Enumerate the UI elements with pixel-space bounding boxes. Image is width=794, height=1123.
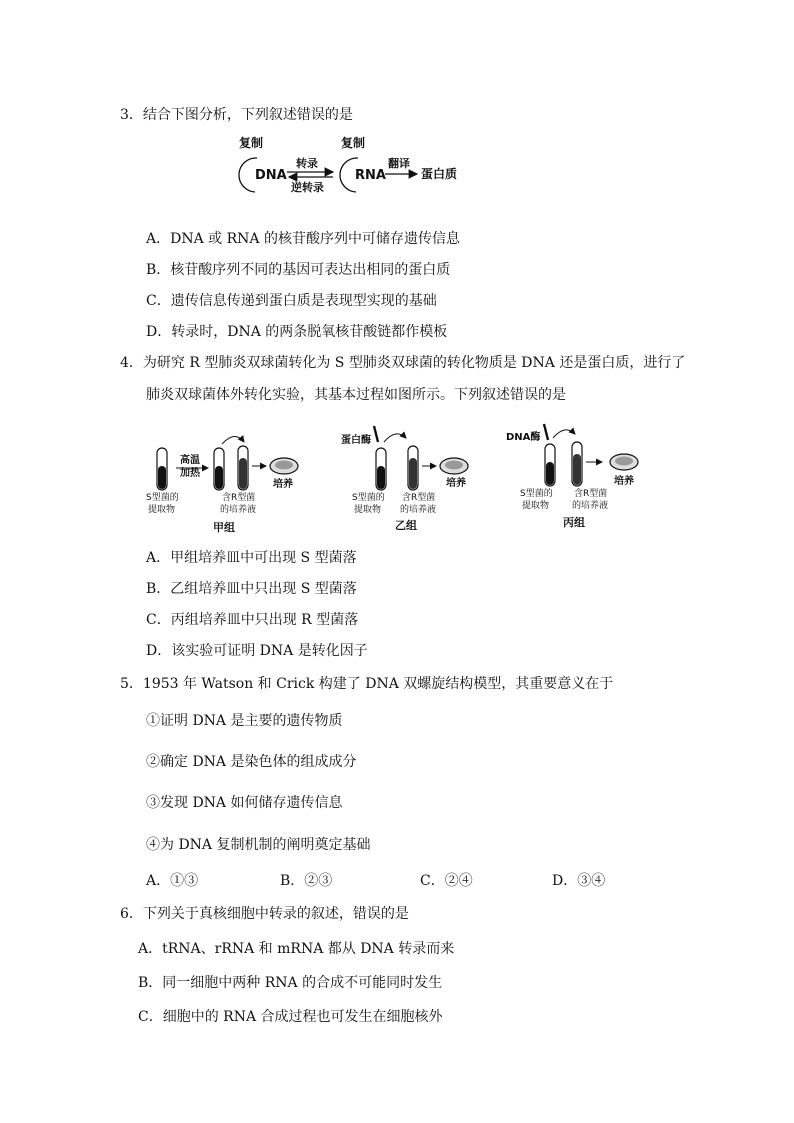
yi-culture-label: 培养	[446, 478, 466, 489]
jia-extract-label-1: S型菌的	[146, 493, 179, 503]
group-jia	[146, 436, 298, 534]
q6-option-a: A．tRNA、rRNA 和 mRNA 都从 DNA 转录而来	[138, 941, 455, 957]
q3-stem: 3．结合下图分析，下列叙述错误的是	[120, 107, 353, 123]
q5-choice-b: B．②③	[280, 873, 333, 889]
bing-dropper	[544, 424, 548, 440]
q5-choice-a: A．①③	[146, 873, 199, 889]
protein-node: 蛋白质	[421, 167, 458, 181]
group-yi	[341, 426, 468, 532]
q6-option-c: C．细胞中的 RNA 合成过程也可发生在细胞核外	[138, 1009, 443, 1025]
group-bing	[506, 424, 638, 529]
yi-enzyme-label: 蛋白酶	[341, 435, 371, 446]
q5-choice-d: D．③④	[552, 873, 606, 889]
bing-medium-label-1: 含R型菌	[574, 489, 608, 499]
q3-option-a: A．DNA 或 RNA 的核苷酸序列中可储存遗传信息	[146, 231, 460, 247]
q4-stem-line1: 4．为研究 R 型肺炎双球菌转化为 S 型肺炎双球菌的转化物质是 DNA 还是蛋白质，进行了	[120, 355, 686, 371]
jia-heat-label-1: 高温	[180, 455, 200, 466]
jia-extract-label-2: 提取物	[148, 505, 176, 515]
yi-medium-fill	[409, 458, 417, 489]
dna-replication-label: 复制	[239, 136, 264, 150]
q5-stem: 5．1953 年 Watson 和 Crick 构建了 DNA 双螺旋结构模型，其重要意义在于	[120, 676, 614, 692]
jia-transfer-arrow	[222, 436, 244, 444]
jia-culture-label: 培养	[273, 479, 293, 490]
yi-group-label: 乙组	[395, 519, 417, 532]
bing-medium-fill	[573, 454, 581, 485]
yi-medium-label-2: 的培养液	[400, 505, 437, 515]
q5-item-3: ③发现 DNA 如何储存遗传信息	[146, 795, 343, 811]
q4-option-d: D．该实验可证明 DNA 是转化因子	[146, 643, 368, 659]
q4-stem-line2: 肺炎双球菌体外转化实验，其基本过程如图所示。下列叙述错误的是	[146, 387, 566, 403]
bing-transfer-arrow	[553, 430, 575, 438]
yi-medium-label-1: 含R型菌	[402, 493, 436, 503]
jia-heated-fill	[215, 466, 223, 489]
translation-label: 翻译	[388, 157, 410, 170]
q3-option-d: D．转录时，DNA 的两条脱氧核苷酸链都作模板	[146, 324, 448, 340]
q3-option-b: B．核苷酸序列不同的基因可表达出相同的蛋白质	[146, 262, 451, 278]
jia-group-label: 甲组	[213, 521, 235, 534]
q6-option-b: B．同一细胞中两种 RNA 的合成不可能同时发生	[138, 975, 443, 991]
q6-stem: 6．下列关于真核细胞中转录的叙述，错误的是	[120, 906, 409, 922]
q5-item-4: ④为 DNA 复制机制的阐明奠定基础	[146, 837, 371, 853]
q5-item-2: ②确定 DNA 是染色体的组成成分	[146, 754, 357, 770]
rna-replication-label: 复制	[341, 136, 366, 150]
yi-extract-fill	[377, 466, 385, 489]
jia-medium-label-2: 的培养液	[220, 505, 257, 515]
dna-node: DNA	[255, 168, 287, 183]
jia-extract-fill	[158, 466, 166, 489]
q5-choice-c: C．②④	[420, 873, 473, 889]
reverse-transcription-label: 逆转录	[291, 181, 324, 194]
q4-option-b: B．乙组培养皿中只出现 S 型菌落	[146, 581, 357, 597]
q4-option-a: A．甲组培养皿中可出现 S 型菌落	[146, 550, 357, 566]
jia-medium-label-1: 含R型菌	[222, 493, 256, 503]
bing-extract-label-2: 提取物	[522, 501, 550, 511]
q5-item-1: ①证明 DNA 是主要的遗传物质	[146, 713, 343, 729]
transformation-experiment-figure	[140, 420, 660, 540]
q4-option-c: C．丙组培养皿中只出现 R 型菌落	[146, 612, 359, 628]
jia-medium-fill	[239, 458, 247, 489]
bing-culture-label: 培养	[614, 476, 634, 487]
bing-group-label: 丙组	[563, 516, 585, 529]
bing-colonies	[615, 457, 633, 466]
yi-colonies	[445, 461, 463, 470]
central-dogma-diagram	[225, 132, 475, 196]
q3-option-c: C．遗传信息传递到蛋白质是表现型实现的基础	[146, 293, 437, 309]
yi-transfer-arrow	[384, 434, 406, 442]
yi-extract-label-1: S型菌的	[352, 493, 385, 503]
bing-medium-label-2: 的培养液	[572, 501, 609, 511]
transcription-label: 转录	[296, 157, 318, 170]
bing-enzyme-label: DNA酶	[506, 432, 541, 443]
rna-node: RNA	[355, 168, 386, 183]
yi-dropper	[374, 426, 378, 442]
jia-heat-label-2: 加热	[180, 468, 200, 479]
bing-extract-fill	[546, 462, 554, 485]
yi-extract-label-2: 提取物	[354, 505, 382, 515]
jia-colonies	[275, 461, 293, 470]
bing-extract-label-1: S型菌的	[520, 489, 553, 499]
